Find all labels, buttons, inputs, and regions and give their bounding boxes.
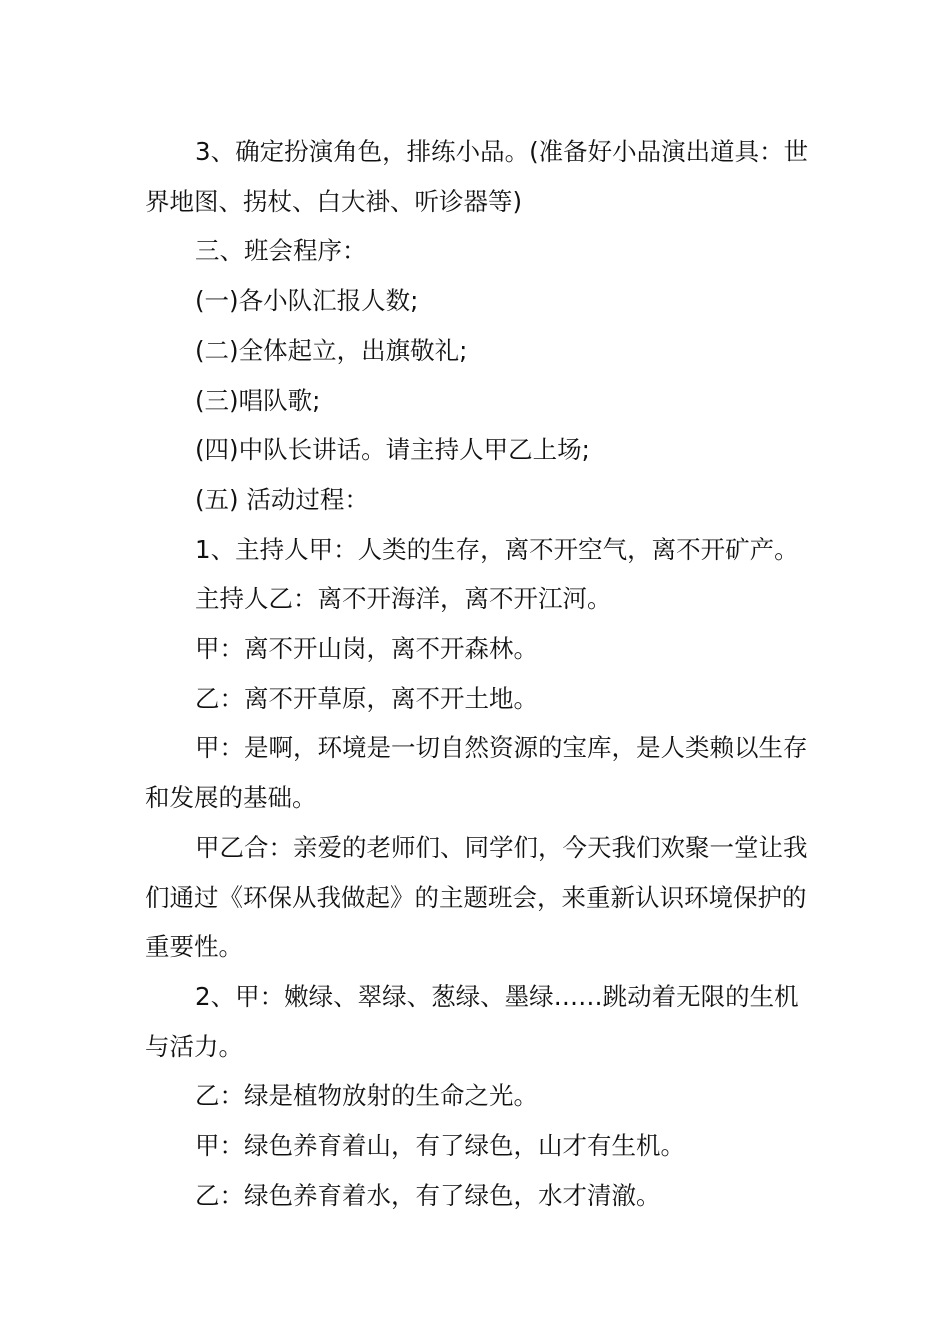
paragraph-12: 甲：是啊，环境是一切自然资源的宝库，是人类赖以生存和发展的基础。 <box>145 733 808 813</box>
paragraph-4: (二)全体起立，出旗敬礼; <box>195 335 468 365</box>
paragraph-11: 乙：离不开草原，离不开土地。 <box>195 683 538 713</box>
paragraph-1: 3、确定扮演角色，排练小品。(准备好小品演出道具：世界地图、拐杖、白大褂、听诊器等) <box>145 137 809 216</box>
paragraph-8: 1、主持人甲：人类的生存，离不开空气，离不开矿产。 <box>195 534 799 564</box>
paragraph-13: 甲乙合：亲爱的老师们、同学们，今天我们欢聚一堂让我们通过《环保从我做起》的主题班会，来重新认识环境保护的重要性。 <box>145 832 808 962</box>
paragraph-5: (三)唱队歌; <box>195 385 321 415</box>
paragraph-10: 甲：离不开山岗，离不开森林。 <box>195 634 538 664</box>
paragraph-2: 三、班会程序： <box>195 236 367 266</box>
paragraph-16: 甲：绿色养育着山，有了绿色，山才有生机。 <box>195 1131 685 1161</box>
document-body <box>145 127 810 1220</box>
paragraph-15: 乙：绿是植物放射的生命之光。 <box>195 1081 538 1111</box>
paragraph-6: (四)中队长讲话。请主持人甲乙上场; <box>195 435 590 465</box>
paragraph-9: 主持人乙：离不开海洋，离不开江河。 <box>195 584 612 614</box>
paragraph-17: 乙：绿色养育着水，有了绿色，水才清澈。 <box>195 1180 661 1210</box>
paragraph-3: (一)各小队汇报人数; <box>195 286 419 316</box>
paragraph-14: 2、甲：嫩绿、翠绿、葱绿、墨绿……跳动着无限的生机与活力。 <box>145 981 799 1061</box>
paragraph-7: (五) 活动过程： <box>195 484 369 514</box>
